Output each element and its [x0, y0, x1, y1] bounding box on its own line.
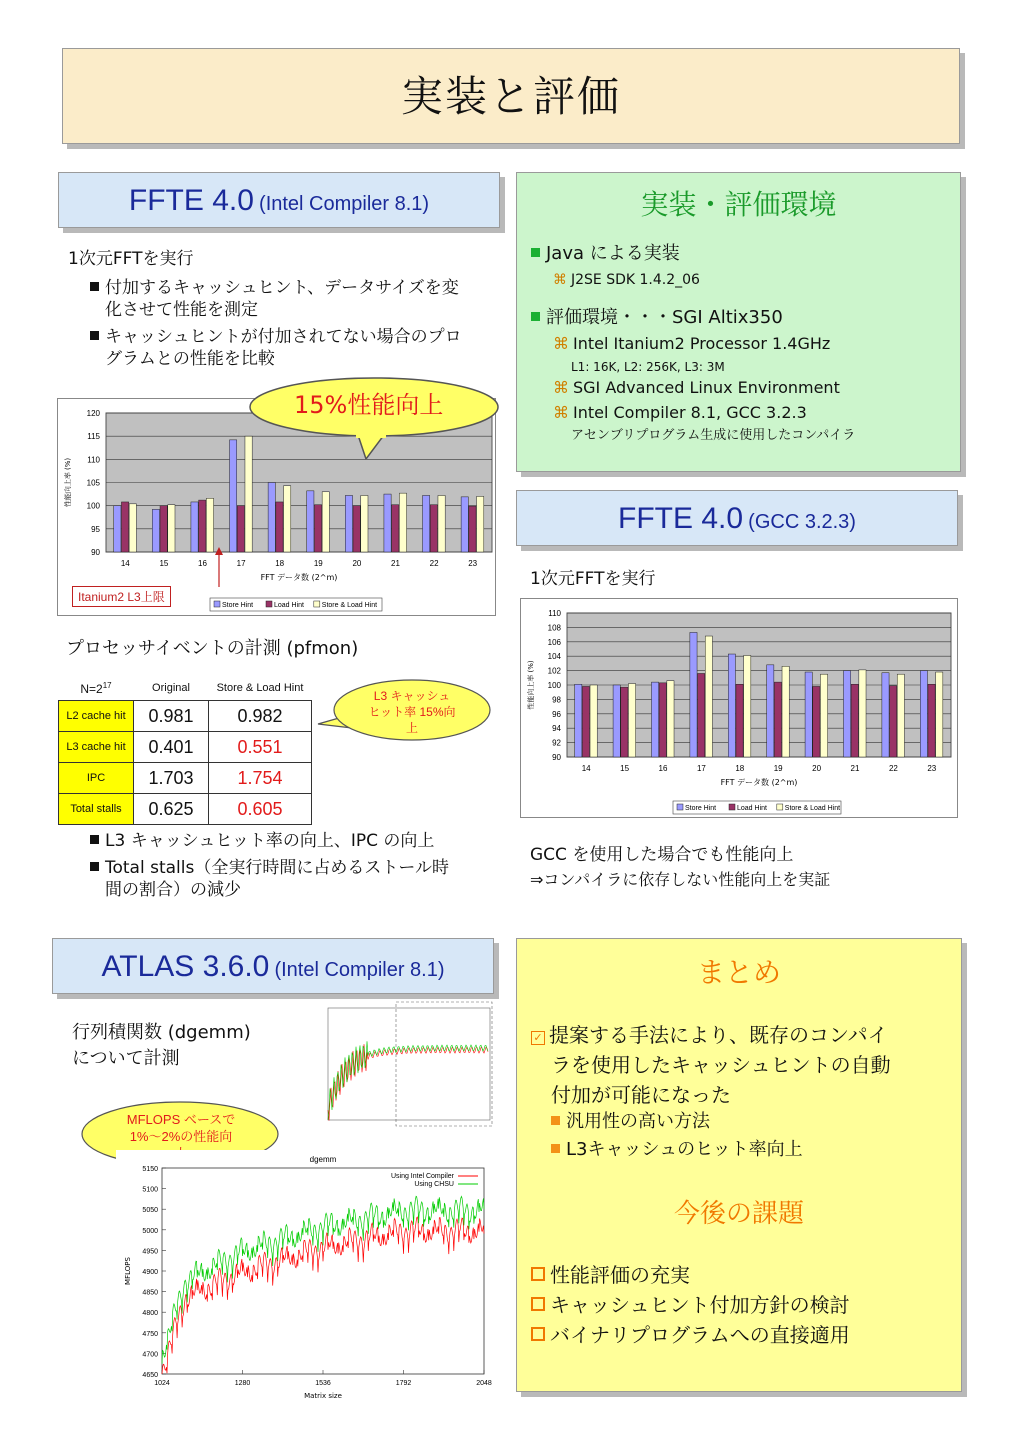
ffte-intel-bullet-1-text: 付加するキャッシュヒント、データサイズを変 [105, 278, 459, 298]
summary-sub-2-text: L3キャッシュのヒット率向上 [566, 1139, 803, 1160]
pfmon-callout-text [344, 688, 480, 736]
bar [129, 504, 136, 552]
x-tick-label: 22 [888, 764, 898, 773]
bar [353, 506, 360, 552]
env-item-1-sub [553, 269, 700, 291]
bar [191, 502, 198, 552]
bar [851, 684, 858, 757]
env-sub-3-text: Intel Compiler 8.1, GCC 3.2.3 [573, 403, 807, 422]
legend-swatch [266, 601, 272, 607]
page-title-box [62, 48, 960, 144]
ffte-intel-title: FFTE 4.0 [128, 184, 254, 217]
x-tick-label: 2048 [476, 1380, 492, 1387]
row-label: Total stalls [59, 794, 134, 825]
legend-label: Store & Load Hint [321, 602, 378, 609]
bar [928, 684, 935, 757]
y-tick-label: 4950 [142, 1248, 158, 1256]
ffte-intel-bullet-2 [90, 326, 462, 348]
legend-label: Load Hint [274, 602, 304, 609]
y-tick-label: 4900 [142, 1269, 158, 1276]
pfmon-callout-line3: 上 [405, 721, 418, 735]
legend-swatch [677, 804, 683, 810]
y-tick-label: 5150 [142, 1166, 158, 1173]
y-tick-label: 110 [548, 609, 561, 618]
bar [392, 505, 399, 552]
bar [651, 682, 658, 757]
green-square-bullet-icon [531, 312, 540, 321]
bar [774, 682, 781, 757]
pfmon-col-hint: Store & Load Hint [209, 676, 312, 701]
x-tick-label: 22 [429, 559, 439, 568]
ffte-intel-lead: 1次元FFTを実行 [68, 249, 194, 269]
y-tick-label: 105 [86, 478, 100, 488]
bar [767, 665, 774, 757]
bar [621, 687, 628, 757]
bar [843, 671, 850, 757]
x-tick-label: 20 [352, 559, 362, 568]
y-tick-label: 100 [547, 681, 561, 690]
hint-value: 0.551 [209, 732, 312, 763]
y-tick-label: 90 [552, 753, 561, 762]
ffte-intel-bullet-2-cont: グラムとの性能を比較 [105, 349, 275, 369]
bar [859, 670, 866, 757]
x-tick-label: 1280 [234, 1380, 251, 1387]
y-tick-label: 5000 [142, 1227, 158, 1235]
future-title: 今後の課題 [673, 1199, 804, 1229]
x-tick-label: 21 [850, 764, 860, 773]
ffte-gcc-subtitle: (GCC 3.2.3) [748, 511, 856, 533]
atlas-title: ATLAS 3.6.0 [101, 950, 270, 983]
bar [590, 685, 597, 757]
bar [430, 505, 437, 552]
table-row [59, 763, 312, 794]
bar [361, 495, 368, 552]
square-bullet-icon [90, 835, 99, 844]
summary-sub-2 [551, 1139, 803, 1161]
legend-label: Using CHSU [414, 1181, 454, 1188]
y-axis-label: 性能向上率 (%) [527, 660, 535, 710]
legend-label: Store Hint [685, 805, 717, 812]
y-tick-label: 104 [547, 652, 561, 662]
summary-panel [516, 938, 962, 1392]
bar [461, 497, 468, 552]
command-bullet-icon: ⌘ [553, 272, 567, 288]
itanium-limit-label [72, 586, 171, 607]
bar [728, 654, 735, 757]
x-axis-label: Matrix size [304, 1392, 342, 1400]
checkbox-icon: ✓ [531, 1031, 545, 1045]
bar [121, 502, 128, 552]
future-item-3-text: バイナリプログラムへの直接適用 [550, 1323, 850, 1347]
pfmon-col-original: Original [134, 676, 209, 701]
bar [813, 686, 820, 757]
bar [690, 632, 697, 757]
bar [423, 495, 430, 552]
legend-swatch [314, 601, 320, 607]
bar [199, 500, 206, 552]
row-label: IPC [59, 763, 134, 794]
row-label: L2 cache hit [59, 701, 134, 732]
summary-main-line2: ラを使用したキャッシュヒントの自動 [551, 1053, 891, 1077]
env-item-2 [531, 307, 783, 329]
future-item-3 [531, 1321, 850, 1349]
atlas-dgemm-line-chart [116, 1150, 500, 1402]
env-sub-2-text: SGI Advanced Linux Environment [573, 378, 840, 397]
atlas-header [52, 938, 494, 994]
bar [705, 636, 712, 757]
bar [237, 506, 244, 552]
bar [477, 496, 484, 552]
x-tick-label: 23 [468, 559, 478, 568]
bar [613, 685, 620, 757]
bar [936, 672, 943, 757]
y-tick-label: 95 [91, 524, 100, 534]
bar [438, 495, 445, 552]
ffte-intel-bullet-1 [90, 277, 459, 299]
y-tick-label: 115 [87, 432, 100, 442]
y-tick-label: 96 [552, 709, 561, 719]
bar [384, 494, 391, 552]
hollow-square-icon [531, 1297, 545, 1311]
bar [168, 505, 175, 552]
env-sub-1-text: Intel Itanium2 Processor 1.4GHz [573, 334, 831, 353]
pfmon-corner-base: N=2 [80, 681, 103, 696]
row-label: L3 cache hit [59, 732, 134, 763]
bar [920, 671, 927, 757]
summary-sub-1-text: 汎用性の高い方法 [566, 1111, 710, 1132]
pfmon-heading: プロセッサイベントの計測 (pfmon) [66, 638, 359, 659]
bar [160, 506, 167, 552]
hollow-square-icon [531, 1267, 545, 1281]
y-tick-label: 106 [547, 637, 561, 647]
bar [897, 674, 904, 757]
pfmon-callout-line2: ヒット率 15%向 [368, 705, 456, 719]
x-tick-label: 18 [275, 559, 285, 568]
env-title: 実装・評価環境 [640, 188, 837, 221]
y-tick-label: 4800 [142, 1310, 158, 1318]
page-title: 実装と評価 [400, 72, 621, 121]
command-bullet-icon: ⌘ [553, 403, 569, 422]
original-value: 0.981 [134, 701, 209, 732]
bar [575, 684, 582, 757]
env-item-1-text: Java による実装 [546, 243, 680, 264]
original-value: 0.625 [134, 794, 209, 825]
ffte-gcc-note-2: ⇒コンパイラに依存しない性能向上を実証 [530, 870, 831, 889]
x-tick-label: 1792 [395, 1380, 412, 1387]
y-tick-label: 98 [552, 695, 561, 705]
atlas-callout-line2: 1%～2%の性能向 [129, 1129, 233, 1144]
x-tick-label: 19 [313, 559, 323, 568]
hollow-square-icon [531, 1327, 545, 1341]
y-axis-label: 性能向上率 (%) [64, 457, 72, 508]
bar [268, 483, 275, 553]
y-tick-label: 94 [552, 724, 561, 734]
hint-value: 1.754 [209, 763, 312, 794]
ffte-gcc-header [516, 490, 958, 546]
bar [345, 495, 352, 552]
ffte-intel-subtitle: (Intel Compiler 8.1) [259, 193, 430, 215]
env-sub-3 [553, 402, 807, 424]
env-item-2-text: 評価環境・・・SGI Altix350 [546, 307, 783, 328]
bar [805, 672, 812, 757]
atlas-lead-2: について計測 [72, 1048, 180, 1069]
legend-swatch [729, 804, 735, 810]
ffte-gcc-lead: 1次元FFTを実行 [530, 569, 656, 589]
x-tick-label: 17 [696, 764, 706, 773]
plot-area [162, 1168, 484, 1374]
original-value: 1.703 [134, 763, 209, 794]
y-axis-label: MFLOPS [124, 1257, 132, 1285]
y-tick-label: 90 [91, 548, 100, 557]
env-panel [516, 172, 961, 472]
bar [276, 502, 283, 552]
table-row [59, 701, 312, 732]
pfmon-bullet-1 [90, 830, 434, 852]
pfmon-corner [59, 676, 134, 701]
x-tick-label: 16 [198, 559, 207, 568]
future-item-2-text: キャッシュヒント付加方針の検討 [550, 1293, 850, 1317]
atlas-dgemm-chart-frame [116, 1150, 500, 1402]
x-tick-label: 17 [236, 559, 246, 568]
x-tick-label: 16 [658, 764, 668, 773]
ffte-gcc-chart-frame [520, 598, 958, 818]
ffte-gcc-bar-chart [521, 599, 957, 817]
x-tick-label: 19 [773, 764, 783, 773]
y-tick-label: 5100 [142, 1186, 158, 1194]
pfmon-bullet-2-cont: 間の割合）の減少 [105, 880, 241, 900]
x-tick-label: 14 [581, 764, 591, 773]
bar [736, 684, 743, 757]
x-tick-label: 1024 [154, 1380, 170, 1387]
y-tick-label: 102 [547, 666, 561, 676]
pfmon-bullet-2-text: Total stalls（全実行時間に占めるストール時 [105, 858, 450, 878]
bar [890, 686, 897, 757]
bar [114, 506, 121, 552]
env-item-1-sub-text: J2SE SDK 1.4.2_06 [571, 272, 700, 288]
pfmon-callout-line1: L3 キャッシュ [373, 689, 451, 703]
env-sub-3-note: アセンブリプログラム生成に使用したコンパイラ [571, 428, 856, 443]
summary-main-line3: 付加が可能になった [551, 1083, 731, 1107]
orange-square-bullet-icon [551, 1116, 560, 1125]
square-bullet-icon [90, 862, 99, 871]
pfmon-corner-exp: 17 [102, 680, 112, 690]
future-item-1-text: 性能評価の充実 [550, 1263, 690, 1287]
future-item-1 [531, 1261, 690, 1289]
bar [284, 486, 291, 552]
y-tick-label: 120 [86, 409, 100, 418]
legend-label: Using Intel Compiler [390, 1173, 454, 1180]
itanium-limit-label-text: Itanium2 L3上限 [78, 590, 165, 604]
bar [206, 498, 213, 552]
x-tick-label: 23 [927, 764, 937, 773]
legend-label: Store & Load Hint [784, 805, 841, 812]
bar [582, 686, 589, 757]
chart-title: dgemm [309, 1155, 337, 1164]
bar [744, 655, 751, 757]
atlas-subtitle: (Intel Compiler 8.1) [274, 959, 445, 981]
atlas-thumbnail-chart [310, 1000, 496, 1128]
atlas-lead-1: 行列積関数 (dgemm) [72, 1022, 251, 1043]
env-item-1 [531, 243, 680, 265]
x-axis-label: FFT データ数 (2^m) [720, 778, 798, 787]
original-value: 0.401 [134, 732, 209, 763]
hint-value: 0.982 [209, 701, 312, 732]
x-tick-label: 15 [159, 559, 169, 568]
bar [469, 506, 476, 552]
env-sub-1 [553, 333, 830, 355]
summary-sub-1 [551, 1111, 710, 1133]
pfmon-bullet-2 [90, 857, 449, 879]
bar [820, 674, 827, 757]
bar [307, 491, 314, 552]
bar [782, 666, 789, 757]
bar [322, 492, 329, 552]
atlas-thumbnail-svg [310, 1000, 496, 1128]
y-tick-label: 108 [547, 623, 561, 633]
env-sub-2 [553, 377, 840, 399]
x-tick-label: 21 [391, 559, 400, 568]
y-tick-label: 4650 [142, 1372, 158, 1379]
x-tick-label: 20 [812, 764, 822, 773]
bar [230, 440, 237, 552]
summary-main [531, 1021, 888, 1049]
ffte-intel-header [58, 172, 500, 228]
y-tick-label: 92 [552, 738, 561, 748]
bar [659, 683, 666, 757]
x-tick-label: 15 [620, 764, 630, 773]
atlas-callout-line1: MFLOPS ベースで [126, 1112, 236, 1127]
square-bullet-icon [90, 331, 99, 340]
x-tick-label: 1536 [315, 1380, 331, 1387]
table-row [59, 794, 312, 825]
bar [314, 505, 321, 552]
env-sub-1-note: L1: 16K, L2: 256K, L3: 3M [571, 360, 725, 374]
bar [152, 509, 159, 552]
x-axis-label: FFT データ数 (2^m) [260, 573, 338, 582]
bar [667, 681, 674, 757]
command-bullet-icon: ⌘ [553, 334, 569, 353]
green-square-bullet-icon [531, 248, 540, 257]
y-tick-label: 110 [87, 455, 100, 465]
y-tick-label: 4850 [142, 1289, 158, 1297]
legend-label: Store Hint [222, 602, 254, 609]
y-tick-label: 4750 [142, 1330, 158, 1338]
ffte-gcc-note-1: GCC を使用した場合でも性能向上 [530, 845, 794, 865]
summary-main-line1: 提案する手法により、既存のコンパイ [549, 1023, 888, 1047]
legend-swatch [214, 601, 220, 607]
legend-label: Load Hint [737, 805, 767, 812]
y-tick-label: 100 [86, 501, 100, 511]
legend-swatch [777, 804, 783, 810]
y-tick-label: 4700 [142, 1351, 158, 1359]
ffte-gcc-title: FFTE 4.0 [618, 502, 744, 535]
y-tick-label: 5050 [142, 1207, 158, 1215]
pfmon-table [58, 676, 312, 825]
bar [698, 673, 705, 757]
x-tick-label: 18 [735, 764, 745, 773]
summary-title: まとめ [696, 956, 781, 989]
ffte-intel-bullet-1-cont: 化させて性能を測定 [105, 300, 258, 320]
table-row [59, 732, 312, 763]
pfmon-bullet-1-text: L3 キャッシュヒット率の向上、IPC の向上 [105, 831, 435, 851]
hint-value: 0.605 [209, 794, 312, 825]
orange-square-bullet-icon [551, 1144, 560, 1153]
square-bullet-icon [90, 282, 99, 291]
ffte-intel-callout-text: 15%性能向上 [294, 391, 444, 419]
bar [882, 673, 889, 757]
command-bullet-icon: ⌘ [553, 378, 569, 397]
ffte-intel-bullet-2-text: キャッシュヒントが付加されてない場合のプロ [105, 327, 462, 347]
bar [399, 493, 406, 552]
x-tick-label: 14 [120, 559, 130, 568]
future-item-2 [531, 1291, 850, 1319]
bar [628, 684, 635, 757]
